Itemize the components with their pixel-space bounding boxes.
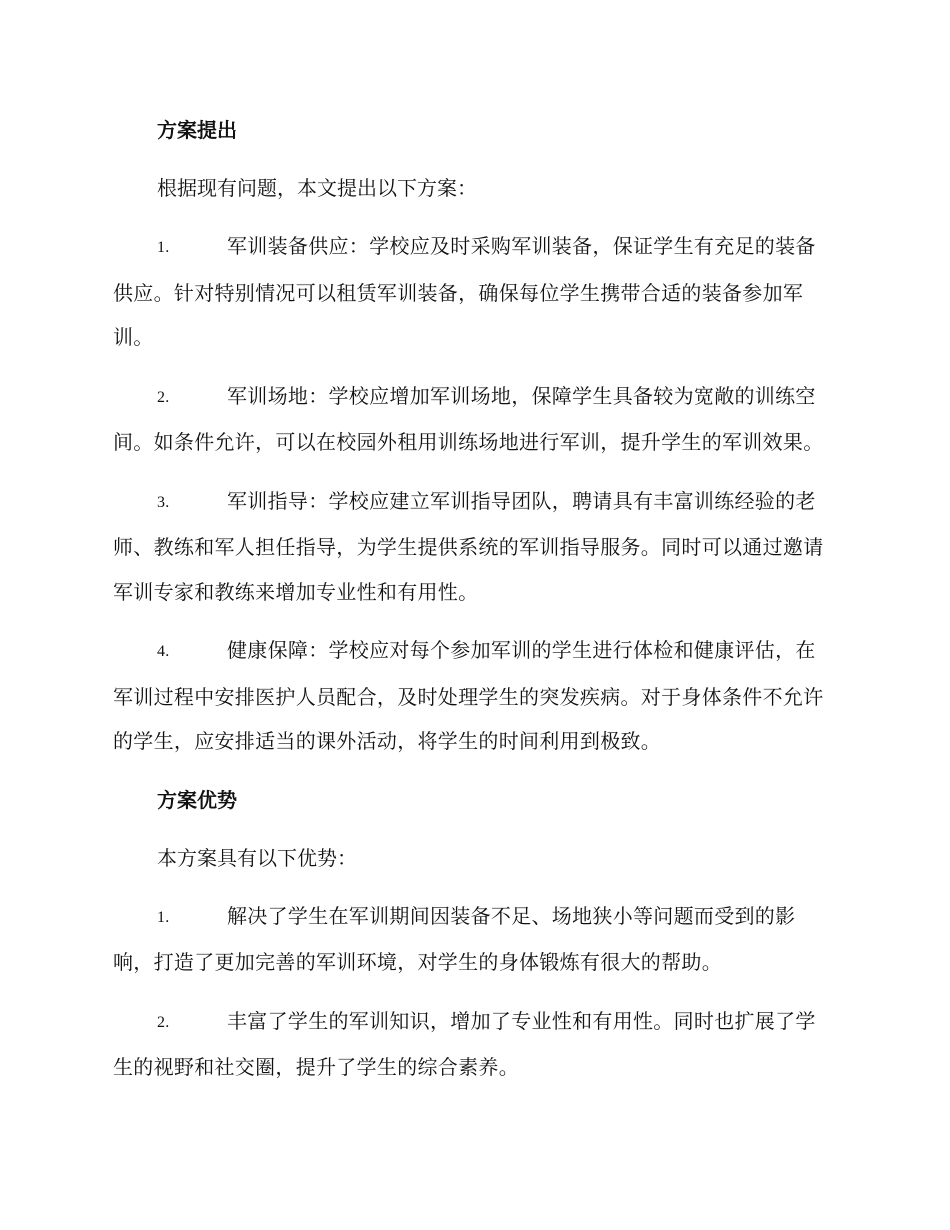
list-item-text: 军训场地：学校应增加军训场地，保障学生具备较为宽敞的训练空间。如条件允许，可以在校园外租用训练场地进行军训，提升学生的军训效果。 (113, 383, 824, 454)
section-proposal (113, 108, 833, 764)
section-heading: 方案提出 (157, 118, 237, 142)
list-item-number: 2. (157, 1013, 170, 1031)
section-advantages (113, 778, 833, 1090)
document-body (113, 108, 833, 1104)
list-item (113, 628, 833, 764)
section-intro: 根据现有问题，本文提出以下方案： (157, 176, 477, 200)
list-item (113, 479, 833, 615)
list-item-number: 4. (157, 643, 170, 660)
list-item-text: 健康保障：学校应对每个参加军训的学生进行体检和健康评估，在军训过程中安排医护人员配合，及时处理学生的突发疾病。对于身体条件不允许的学生，应安排适当的课外活动，将学生的时间利用到极致。 (113, 638, 824, 753)
list-item-text: 解决了学生在军训期间因装备不足、场地狭小等问题而受到的影响，打造了更加完善的军训环境，对学生的身体锻炼有很大的帮助。 (113, 903, 796, 974)
section-intro: 本方案具有以下优势： (157, 845, 357, 870)
list-item-number: 3. (157, 493, 170, 511)
list-item-number: 2. (157, 388, 170, 406)
list-item-number: 1. (157, 908, 170, 926)
list-item-text: 军训装备供应：学校应及时采购军训装备，保证学生有充足的装备供应。针对特别情况可以租赁军训装备，确保每位学生携带合适的装备参加军训。 (113, 234, 816, 349)
list-item (113, 224, 833, 360)
list-item (113, 894, 833, 985)
section-heading: 方案优势 (157, 787, 237, 812)
list-item (113, 999, 833, 1090)
list-item-text: 军训指导：学校应建立军训指导团队，聘请具有丰富训练经验的老师、教练和军人担任指导，为学生提供系统的军训指导服务。同时可以通过邀请军训专家和教练来增加专业性和有用性。 (113, 488, 824, 604)
list-item (113, 374, 833, 465)
list-item-text: 丰富了学生的军训知识，增加了专业性和有用性。同时也扩展了学生的视野和社交圈，提升了学生的综合素养。 (113, 1008, 816, 1079)
list-item-number: 1. (157, 239, 170, 256)
